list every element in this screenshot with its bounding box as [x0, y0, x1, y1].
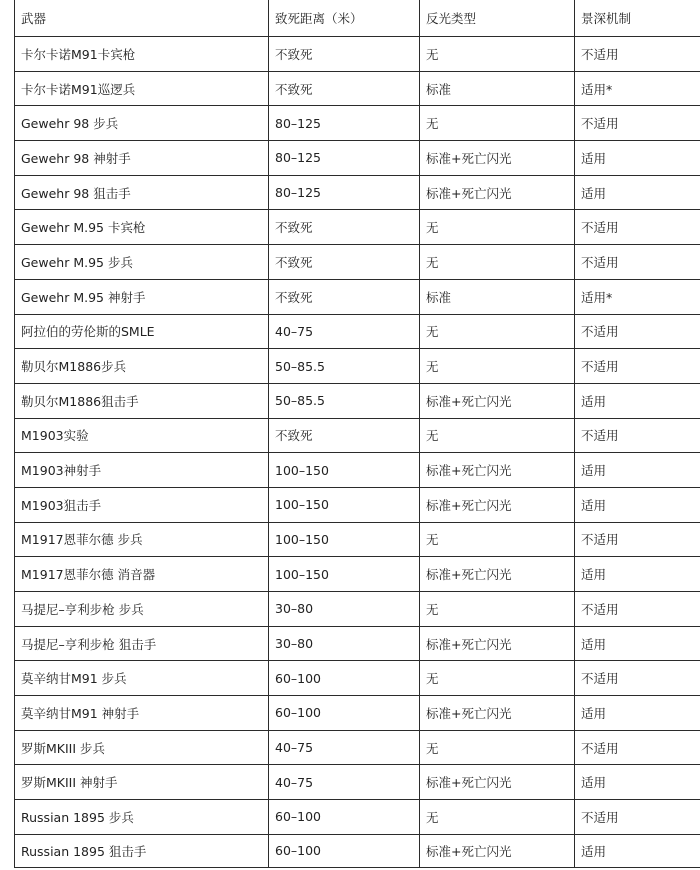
cell-lethal-range: 60–100	[269, 834, 420, 867]
cell-weapon: 卡尔卡诺M91卡宾枪	[15, 37, 269, 72]
cell-lethal-range: 80–125	[269, 141, 420, 176]
cell-depth-of-field: 适用	[575, 175, 700, 210]
cell-glint-type: 无	[420, 418, 575, 453]
cell-depth-of-field: 适用	[575, 765, 700, 800]
cell-weapon: M1903狙击手	[15, 487, 269, 522]
cell-lethal-range: 100–150	[269, 522, 420, 557]
table-row	[15, 522, 700, 557]
cell-weapon: Russian 1895 狙击手	[15, 834, 269, 867]
cell-glint-type: 标准+死亡闪光	[420, 765, 575, 800]
table-row	[15, 800, 700, 835]
cell-weapon: M1917恩菲尔德 步兵	[15, 522, 269, 557]
table-row	[15, 106, 700, 141]
cell-depth-of-field: 适用	[575, 383, 700, 418]
cell-glint-type: 标准+死亡闪光	[420, 487, 575, 522]
cell-weapon: M1903神射手	[15, 453, 269, 488]
table-row	[15, 37, 700, 72]
table-row	[15, 592, 700, 627]
cell-glint-type: 标准+死亡闪光	[420, 175, 575, 210]
cell-depth-of-field: 适用	[575, 453, 700, 488]
table-row	[15, 141, 700, 176]
cell-weapon: 罗斯MKIII 步兵	[15, 730, 269, 765]
cell-lethal-range: 不致死	[269, 245, 420, 280]
cell-lethal-range: 40–75	[269, 765, 420, 800]
cell-glint-type: 标准+死亡闪光	[420, 557, 575, 592]
cell-depth-of-field: 适用	[575, 834, 700, 867]
cell-lethal-range: 60–100	[269, 696, 420, 731]
cell-depth-of-field: 不适用	[575, 106, 700, 141]
cell-weapon: Gewehr 98 神射手	[15, 141, 269, 176]
cell-lethal-range: 不致死	[269, 279, 420, 314]
cell-glint-type: 无	[420, 800, 575, 835]
cell-depth-of-field: 适用	[575, 626, 700, 661]
table-row	[15, 210, 700, 245]
cell-weapon: 勒贝尔M1886狙击手	[15, 383, 269, 418]
cell-lethal-range: 60–100	[269, 661, 420, 696]
cell-depth-of-field: 不适用	[575, 592, 700, 627]
cell-lethal-range: 100–150	[269, 557, 420, 592]
cell-glint-type: 无	[420, 106, 575, 141]
cell-lethal-range: 50–85.5	[269, 349, 420, 384]
header-weapon: 武器	[15, 0, 269, 37]
cell-glint-type: 标准+死亡闪光	[420, 626, 575, 661]
table-row	[15, 626, 700, 661]
cell-weapon: Gewehr M.95 卡宾枪	[15, 210, 269, 245]
cell-weapon: Gewehr M.95 步兵	[15, 245, 269, 280]
cell-weapon: Russian 1895 步兵	[15, 800, 269, 835]
cell-glint-type: 标准	[420, 71, 575, 106]
table-body	[15, 37, 700, 868]
table-row	[15, 487, 700, 522]
cell-lethal-range: 不致死	[269, 418, 420, 453]
cell-glint-type: 无	[420, 592, 575, 627]
table-row	[15, 279, 700, 314]
table-row	[15, 418, 700, 453]
cell-depth-of-field: 不适用	[575, 314, 700, 349]
cell-glint-type: 无	[420, 245, 575, 280]
table-row	[15, 349, 700, 384]
table-row	[15, 834, 700, 867]
cell-weapon: Gewehr M.95 神射手	[15, 279, 269, 314]
cell-lethal-range: 30–80	[269, 592, 420, 627]
cell-glint-type: 标准+死亡闪光	[420, 834, 575, 867]
cell-weapon: 马提尼–亨利步枪 步兵	[15, 592, 269, 627]
table-row	[15, 661, 700, 696]
cell-lethal-range: 100–150	[269, 453, 420, 488]
table-row	[15, 314, 700, 349]
cell-glint-type: 无	[420, 522, 575, 557]
cell-depth-of-field: 适用	[575, 696, 700, 731]
cell-depth-of-field: 不适用	[575, 800, 700, 835]
cell-depth-of-field: 不适用	[575, 730, 700, 765]
header-depth-of-field: 景深机制	[575, 0, 700, 37]
cell-depth-of-field: 不适用	[575, 418, 700, 453]
cell-weapon: M1903实验	[15, 418, 269, 453]
cell-glint-type: 无	[420, 661, 575, 696]
cell-depth-of-field: 不适用	[575, 37, 700, 72]
cell-weapon: 莫辛纳甘M91 神射手	[15, 696, 269, 731]
cell-lethal-range: 不致死	[269, 210, 420, 245]
cell-depth-of-field: 适用	[575, 141, 700, 176]
cell-lethal-range: 30–80	[269, 626, 420, 661]
table-row	[15, 245, 700, 280]
cell-weapon: M1917恩菲尔德 消音器	[15, 557, 269, 592]
cell-lethal-range: 80–125	[269, 175, 420, 210]
cell-lethal-range: 50–85.5	[269, 383, 420, 418]
cell-depth-of-field: 不适用	[575, 245, 700, 280]
cell-weapon: Gewehr 98 步兵	[15, 106, 269, 141]
weapons-table	[14, 0, 700, 868]
table-row	[15, 453, 700, 488]
header-glint-type: 反光类型	[420, 0, 575, 37]
cell-glint-type: 标准+死亡闪光	[420, 696, 575, 731]
cell-glint-type: 无	[420, 730, 575, 765]
cell-depth-of-field: 适用	[575, 487, 700, 522]
cell-glint-type: 无	[420, 210, 575, 245]
cell-lethal-range: 80–125	[269, 106, 420, 141]
cell-lethal-range: 40–75	[269, 314, 420, 349]
cell-glint-type: 标准	[420, 279, 575, 314]
header-lethal-range: 致死距离（米）	[269, 0, 420, 37]
cell-lethal-range: 100–150	[269, 487, 420, 522]
cell-depth-of-field: 适用*	[575, 279, 700, 314]
cell-weapon: 阿拉伯的劳伦斯的SMLE	[15, 314, 269, 349]
cell-lethal-range: 40–75	[269, 730, 420, 765]
cell-depth-of-field: 不适用	[575, 210, 700, 245]
cell-depth-of-field: 不适用	[575, 522, 700, 557]
cell-glint-type: 标准+死亡闪光	[420, 141, 575, 176]
cell-weapon: 勒贝尔M1886步兵	[15, 349, 269, 384]
table-row	[15, 557, 700, 592]
table-row	[15, 730, 700, 765]
cell-glint-type: 无	[420, 37, 575, 72]
cell-glint-type: 无	[420, 349, 575, 384]
cell-depth-of-field: 不适用	[575, 661, 700, 696]
cell-depth-of-field: 适用*	[575, 71, 700, 106]
table-header-row	[15, 0, 700, 37]
cell-glint-type: 标准+死亡闪光	[420, 453, 575, 488]
cell-depth-of-field: 不适用	[575, 349, 700, 384]
table-row	[15, 696, 700, 731]
cell-weapon: Gewehr 98 狙击手	[15, 175, 269, 210]
cell-weapon: 罗斯MKIII 神射手	[15, 765, 269, 800]
cell-weapon: 卡尔卡诺M91巡逻兵	[15, 71, 269, 106]
table-row	[15, 383, 700, 418]
table-row	[15, 175, 700, 210]
cell-lethal-range: 不致死	[269, 37, 420, 72]
cell-glint-type: 标准+死亡闪光	[420, 383, 575, 418]
cell-glint-type: 无	[420, 314, 575, 349]
cell-lethal-range: 60–100	[269, 800, 420, 835]
cell-depth-of-field: 适用	[575, 557, 700, 592]
table-row	[15, 71, 700, 106]
cell-weapon: 莫辛纳甘M91 步兵	[15, 661, 269, 696]
cell-weapon: 马提尼–亨利步枪 狙击手	[15, 626, 269, 661]
cell-lethal-range: 不致死	[269, 71, 420, 106]
table-row	[15, 765, 700, 800]
